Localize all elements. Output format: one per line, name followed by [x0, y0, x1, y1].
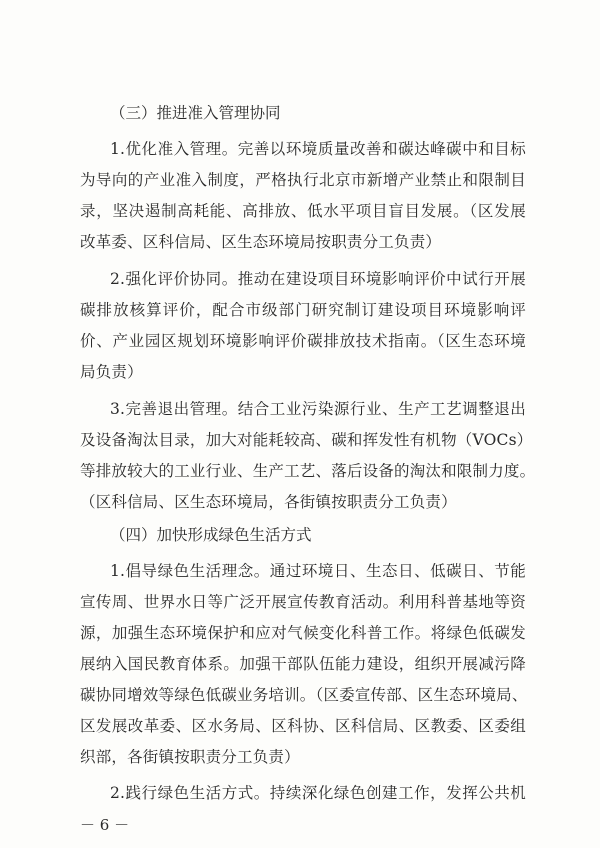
paragraph-line: 1.倡导绿色生活理念。通过环境日、生态日、低碳日、节能 [110, 562, 526, 580]
paragraph-line: 织部，各街镇按职责分工负责） [80, 748, 300, 766]
paragraph-line: 展纳入国民教育体系。加强干部队伍能力建设，组织开展减污降 [80, 655, 526, 673]
paragraph-line: 2.强化评价协同。推动在建设项目环境影响评价中试行开展 [110, 270, 526, 288]
paragraph-line: 碳协同增效等绿色低碳业务培训。（区委宣传部、区生态环境局、 [80, 686, 528, 704]
paragraph-line: 1.优化准入管理。完善以环境质量改善和碳达峰碳中和目标 [110, 140, 526, 158]
paragraph-line: 区发展改革委、区水务局、区科协、区科信局、区教委、区委组 [80, 717, 526, 735]
paragraph-line: 价、产业园区规划环境影响评价碳排放技术指南。（区生态环境 [80, 332, 526, 350]
section-heading-4: （四）加快形成绿色生活方式 [110, 526, 312, 544]
paragraph-line: 录，坚决遏制高耗能、高排放、低水平项目盲目发展。（区发展 [80, 202, 526, 220]
paragraph-line: 源，加强生态环境保护和应对气候变化科普工作。将绿色低碳发 [80, 624, 526, 642]
paragraph-line: （区科信局、区生态环境局，各街镇按职责分工负责） [80, 493, 457, 511]
paragraph-line: 碳排放核算评价，配合市级部门研究制订建设项目环境影响评 [80, 301, 526, 319]
paragraph-line: 2.践行绿色生活方式。持续深化绿色创建工作，发挥公共机 [110, 784, 526, 802]
paragraph-line: 局负责） [80, 363, 143, 381]
paragraph-line: 3.完善退出管理。结合工业污染源行业、生产工艺调整退出 [110, 400, 526, 418]
paragraph-line: 及设备淘汰目录，加大对能耗较高、碳和挥发性有机物（VOCs） [80, 431, 533, 449]
paragraph-line: 改革委、区科信局、区生态环境局按职责分工负责） [80, 233, 442, 251]
paragraph-line: 为导向的产业准入制度，严格执行北京市新增产业禁止和限制目 [80, 171, 526, 189]
paragraph-line: 等排放较大的工业行业、生产工艺、落后设备的淘汰和限制力度。 [80, 462, 536, 480]
page-number: － 6 － [80, 816, 130, 834]
paragraph-line: 宣传周、世界水日等广泛开展宣传教育活动。利用科普基地等资 [80, 593, 526, 611]
section-heading-3: （三）推进准入管理协同 [110, 104, 281, 122]
